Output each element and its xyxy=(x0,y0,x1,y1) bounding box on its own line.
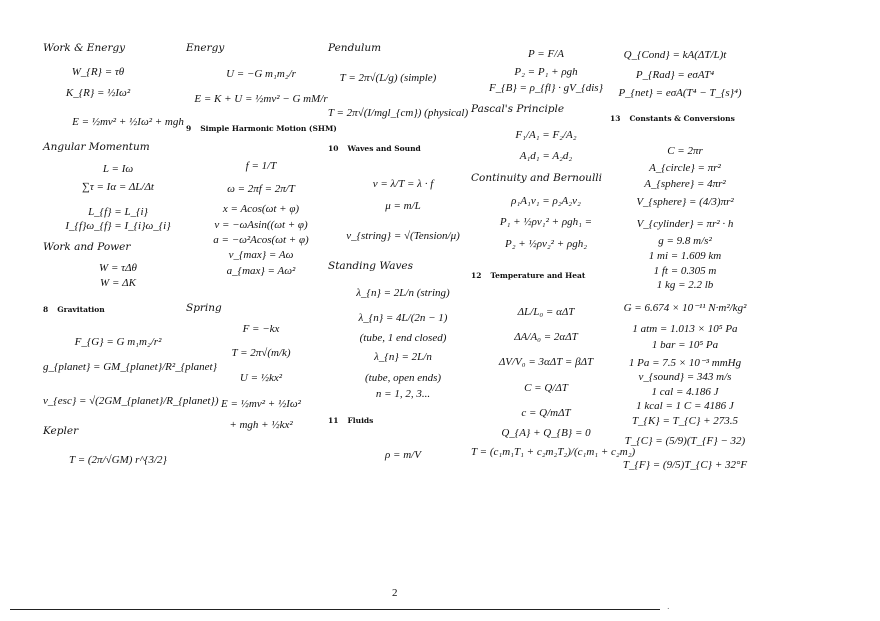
formula: P₂ = P₁ + ρgh xyxy=(514,66,578,78)
section-title: Waves and Sound xyxy=(347,144,421,153)
formula: P₁ + ½ρv₁² + ρgh₁ = xyxy=(499,216,593,228)
formula: L_{f} = L_{i} xyxy=(88,206,148,218)
section-number: 11 xyxy=(328,416,339,425)
section-number: 12 xyxy=(471,271,482,280)
formula: T_{C} = (5/9)(T_{F} − 32) xyxy=(624,435,746,447)
section-title: Gravitation xyxy=(57,305,105,314)
subsection-heading: Work & Energy xyxy=(43,42,126,54)
formula: a_{max} = Aω² xyxy=(226,265,296,277)
formula: g = 9.8 m/s² xyxy=(658,235,712,247)
subsection-heading: Pendulum xyxy=(328,42,382,54)
footer-mark: . xyxy=(667,602,670,611)
formula: f = 1/T xyxy=(245,160,277,172)
formula: F = −kx xyxy=(242,323,280,335)
section-heading xyxy=(328,144,421,153)
formula: E = ½mv² + ½Iω² xyxy=(221,398,301,410)
section-heading xyxy=(471,271,585,280)
subsection-heading: Work and Power xyxy=(43,241,131,253)
column-5 xyxy=(610,0,750,600)
subsection-heading: Standing Waves xyxy=(328,260,414,272)
formula: ρ = m/V xyxy=(385,449,421,461)
subsection-heading: Spring xyxy=(186,302,222,314)
formula: F₁/A₁ = F₂/A₂ xyxy=(515,129,577,141)
formula: F_{G} = G m₁m₂/r² xyxy=(74,336,162,348)
formula: n = 1, 2, 3... xyxy=(375,388,431,400)
formula: x = Acos(ωt + φ) xyxy=(222,203,300,215)
formula: ρ₁A₁v₁ = ρ₂A₂v₂ xyxy=(511,195,581,207)
formula: ω = 2πf = 2π/T xyxy=(227,183,295,195)
section-heading xyxy=(610,114,735,123)
formula: 1 kcal = 1 C = 4186 J xyxy=(636,400,734,412)
formula: T_{F} = (9/5)T_{C} + 32°F xyxy=(622,459,748,471)
formula: C = Q/ΔT xyxy=(524,382,568,394)
formula: A_{circle} = πr² xyxy=(649,162,721,174)
subsection-heading: Kepler xyxy=(43,425,79,437)
formula: T_{K} = T_{C} + 273.5 xyxy=(631,415,739,427)
formula: v = −ωAsin((ωt + φ) xyxy=(214,219,308,231)
section-title: Temperature and Heat xyxy=(490,271,586,280)
formula: λ_{n} = 4L/(2n − 1) xyxy=(358,312,448,324)
subsection-heading: Energy xyxy=(186,42,225,54)
formula: 1 Pa = 7.5 × 10⁻³ mmHg xyxy=(628,357,742,369)
formula: 1 bar = 10⁵ Pa xyxy=(651,339,719,351)
formula: A₁d₁ = A₂d₂ xyxy=(519,150,573,162)
formula: c = Q/mΔT xyxy=(521,407,571,419)
subsection-heading: Pascal's Principle xyxy=(471,103,565,115)
formula: T = 2π√(I/mgl_{cm}) (physical) xyxy=(327,107,469,119)
section-number: 8 xyxy=(43,305,49,314)
formula: P₂ + ½ρv₂² + ρgh₂ xyxy=(504,238,588,250)
formula: ΔV/V₀ = 3αΔT = βΔT xyxy=(498,356,594,368)
formula: v_{string} = √(Tension/μ) xyxy=(346,230,460,242)
formula: μ = m/L xyxy=(385,200,421,212)
formula: ΔL/L₀ = αΔT xyxy=(517,306,575,318)
formula: v_{max} = Aω xyxy=(228,249,294,261)
formula: T = (c₁m₁T₁ + c₂m₂T₂)/(c₁m₁ + c₂m₂) xyxy=(471,446,636,458)
formula: a = −ω²Acos(ωt + φ) xyxy=(213,234,309,246)
formula: G = 6.674 × 10⁻¹¹ N·m²/kg² xyxy=(623,302,747,314)
subsection-heading: Angular Momentum xyxy=(43,141,150,153)
formula: T = 2π√(L/g) (simple) xyxy=(339,72,437,84)
section-title: Fluids xyxy=(347,416,374,425)
subsection-heading: Continuity and Bernoulli xyxy=(471,172,603,184)
formula: E = ½mv² + ½Iω² + mgh xyxy=(72,116,184,128)
section-title: Simple Harmonic Motion (SHM) xyxy=(200,124,337,133)
formula: 1 kg = 2.2 lb xyxy=(656,279,714,291)
section-number: 9 xyxy=(186,124,192,133)
formula: 1 mi = 1.609 km xyxy=(648,250,722,262)
formula: ∑τ = Iα = ΔL/Δt xyxy=(81,181,154,193)
formula: λ_{n} = 2L/n xyxy=(374,351,432,363)
formula: ΔA/A₀ = 2αΔT xyxy=(514,331,578,343)
formula: W = τΔθ xyxy=(99,262,137,274)
formula: λ_{n} = 2L/n (string) xyxy=(356,287,450,299)
formula: L = Iω xyxy=(102,163,134,175)
formula: C = 2πr xyxy=(667,145,703,157)
formula: U = ½kx² xyxy=(239,372,283,384)
formula: I_{f}ω_{f} = I_{i}ω_{i} xyxy=(65,220,171,232)
formula: v_{esc} = √(2GM_{planet}/R_{planet}) xyxy=(43,395,219,407)
formula: F_{B} = ρ_{fl} · gV_{dis} xyxy=(489,82,603,94)
formula: A_{sphere} = 4πr² xyxy=(644,178,726,190)
footer-rule xyxy=(10,609,660,610)
formula: V_{sphere} = (4/3)πr² xyxy=(636,196,734,208)
formula: 1 ft = 0.305 m xyxy=(653,265,717,277)
formula: T = (2π/√GM) r^{3/2} xyxy=(69,454,167,466)
formula: 1 atm = 1.013 × 10⁵ Pa xyxy=(632,323,738,335)
formula: W_{R} = τθ xyxy=(71,66,125,78)
formula: V_{cylinder} = πr² · h xyxy=(636,218,734,230)
formula: 1 cal = 4.186 J xyxy=(651,386,719,398)
page-number: 2 xyxy=(392,587,398,599)
formula: P = F/A xyxy=(528,48,564,60)
formula: W = ΔK xyxy=(100,277,136,289)
formula: + mgh + ½kx² xyxy=(229,419,293,431)
formula: T = 2π√(m/k) xyxy=(231,347,291,359)
formula: v = λ/T = λ · f xyxy=(372,178,434,190)
column-3 xyxy=(328,0,468,600)
section-heading xyxy=(43,305,105,314)
section-number: 10 xyxy=(328,144,339,153)
formula: g_{planet} = GM_{planet}/R²_{planet} xyxy=(43,361,217,373)
section-heading xyxy=(328,416,373,425)
section-heading xyxy=(186,124,337,133)
formula: E = K + U = ½mv² − G mM/r xyxy=(194,93,328,105)
section-number: 13 xyxy=(610,114,621,123)
formula: (tube, 1 end closed) xyxy=(359,332,447,344)
formula: Q_{Cond} = kA(ΔT/L)t xyxy=(623,49,727,61)
formula: U = −G m₁m₂/r xyxy=(226,68,296,80)
section-title: Constants & Conversions xyxy=(629,114,735,123)
formula: v_{sound} = 343 m/s xyxy=(638,371,732,383)
formula: (tube, open ends) xyxy=(364,372,442,384)
formula: K_{R} = ½Iω² xyxy=(65,87,131,99)
formula: P_{net} = eσA(T⁴ − T_{s}⁴) xyxy=(618,87,742,99)
formula: Q_{A} + Q_{B} = 0 xyxy=(501,427,591,439)
formula: P_{Rad} = eσAT⁴ xyxy=(635,69,715,81)
